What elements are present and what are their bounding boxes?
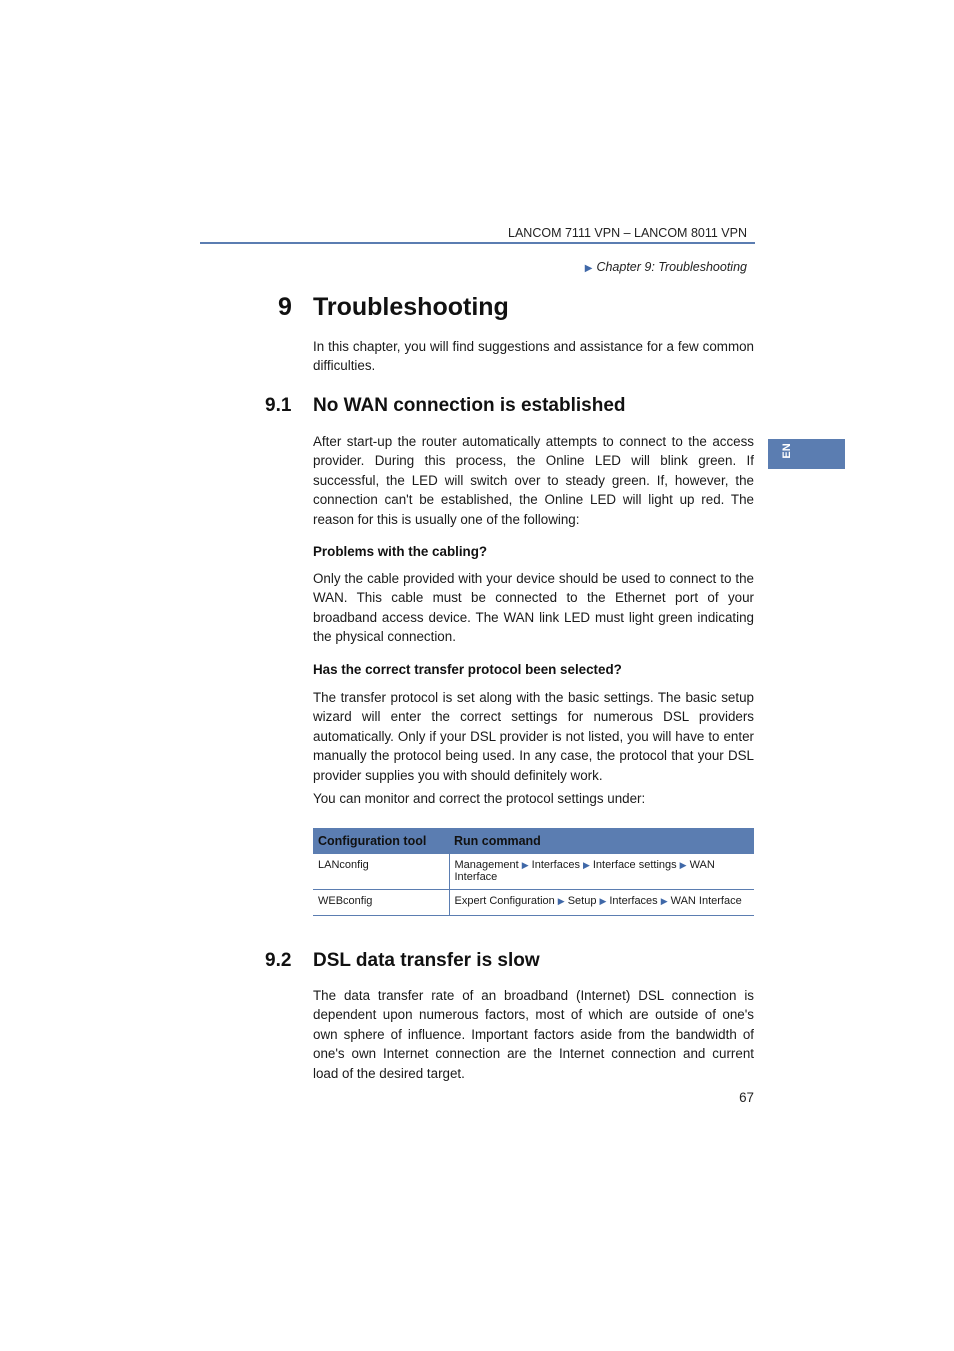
section-2-number: 9.2 — [265, 950, 292, 971]
section-1-paragraph-2: Only the cable provided with your device should be used to connect to the WAN. This cable must be connected to the Ethernet port of your broadband access device. The WAN link LED must light green indicating the physical connection. — [313, 571, 754, 645]
path-step: Interfaces — [609, 895, 658, 907]
section-2-paragraph-1: The data transfer rate of an broadband (Internet) DSL connection is dependent upon numerous factors, most of which are outside of one's own sphere of influence. Important factors aside from the bandwidth of one's own Internet connection are the Internet connection and current load of the desired target. — [313, 988, 754, 1081]
table-cell-tool: LANconfig — [313, 854, 449, 890]
section-1-title: No WAN connection is established — [313, 395, 626, 416]
config-table — [313, 828, 754, 916]
breadcrumb-text: Chapter 9: Troubleshooting — [596, 260, 747, 274]
language-tab-label: EN — [781, 443, 793, 459]
triangle-right-icon: ▶ — [521, 860, 529, 870]
table-header-tool: Configuration tool — [313, 828, 449, 854]
triangle-right-icon: ▶ — [557, 896, 565, 906]
breadcrumb — [420, 260, 747, 274]
table-row — [313, 890, 754, 916]
triangle-right-icon: ▶ — [599, 896, 607, 906]
path-step: Interface settings — [592, 859, 677, 871]
table-header-command: Run command — [449, 828, 754, 854]
triangle-right-icon: ▶ — [679, 860, 687, 870]
section-1-paragraph-4: You can monitor and correct the protocol settings under: — [313, 791, 646, 806]
path-step: Setup — [567, 895, 597, 907]
triangle-right-icon: ▶ — [584, 263, 593, 274]
section-1-paragraph-1: After start-up the router automatically attempts to connect to the access provider. During this process, the Online LED will blink green. If successful, the LED will switch over to steady green. If, however, the connection can't be established, the Online LED will light up red. The reason for this is usually one of the following: — [313, 434, 754, 527]
triangle-right-icon: ▶ — [660, 896, 668, 906]
path-step: WAN Interface — [670, 895, 742, 907]
table-cell-command — [449, 890, 754, 916]
table-header-row — [313, 828, 754, 854]
section-1-number: 9.1 — [265, 395, 292, 416]
page-number: 67 — [739, 1090, 754, 1105]
running-header: LANCOM 7111 VPN – LANCOM 8011 VPN — [508, 226, 747, 240]
table-cell-tool: WEBconfig — [313, 890, 449, 916]
section-1-paragraph-3: The transfer protocol is set along with the basic settings. The basic setup wizard will enter the correct settings for numerous DSL providers automatically. Only if your DSL provider is not listed, you will have to enter manually the protocol being used. In any case, the protocol that your DSL provider supplies you with should definitely work. — [313, 690, 754, 783]
path-step: Interfaces — [531, 859, 580, 871]
chapter-number: 9 — [278, 293, 292, 321]
table-row — [313, 854, 754, 890]
triangle-right-icon: ▶ — [582, 860, 590, 870]
subheading-cabling: Problems with the cabling? — [313, 544, 488, 559]
chapter-intro: In this chapter, you will find suggestions and assistance for a few common difficulties. — [313, 339, 754, 374]
section-2-title: DSL data transfer is slow — [313, 950, 540, 971]
chapter-title: Troubleshooting — [313, 293, 509, 321]
path-step: WAN Interface — [454, 859, 715, 883]
table-cell-command — [449, 854, 754, 890]
subheading-protocol: Has the correct transfer protocol been selected? — [313, 662, 622, 677]
path-step: Expert Configuration — [454, 895, 555, 907]
path-step: Management — [454, 859, 519, 871]
language-tab — [768, 439, 845, 469]
header-rule — [200, 242, 755, 244]
